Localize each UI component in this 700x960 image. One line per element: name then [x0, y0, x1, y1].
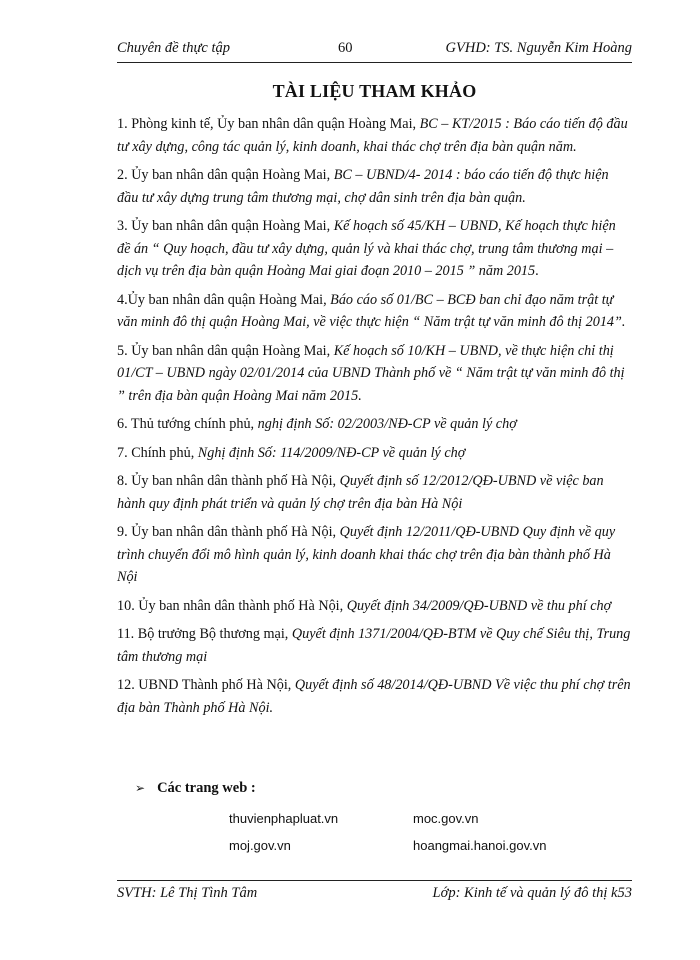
header-page-number: 60: [338, 40, 353, 56]
reference-author: 4.Ủy ban nhân dân quận Hoàng Mai,: [117, 291, 331, 308]
reference-author: 3. Ủy ban nhân dân quận Hoàng Mai,: [117, 218, 334, 234]
reference-author: 2. Ủy ban nhân dân quận Hoàng Mai,: [117, 167, 334, 183]
reference-tail: .: [535, 263, 539, 279]
footer-student: SVTH: Lê Thị Tình Tâm: [117, 885, 258, 901]
website-link[interactable]: moj.gov.vn: [229, 838, 291, 853]
reference-doc: Kế hoạch số 45/KH – UBND, Kế hoạch thực hiện đề án “ Quy hoạch, đầu tư xây dựng, quản lý và khai thác chợ, trung tâm thương mại – dịch vụ trên địa bàn quận Hoàng Mai giai đoạn 2010 – 2015 ” năm 2015: [117, 218, 616, 279]
reference-author: 1. Phòng kinh tế, Ủy ban nhân dân quận Hoàng Mai,: [117, 116, 420, 132]
reference-item: [117, 470, 632, 515]
reference-item: [117, 442, 632, 465]
website-link[interactable]: moc.gov.vn: [413, 811, 479, 826]
reference-doc: Quyết định 12/2011/QĐ-UBND Quy định về quy trình chuyển đổi mô hình quản lý, kinh doanh khai thác chợ trên địa bàn thành phố Hà Nội: [117, 524, 616, 585]
reference-item: [117, 215, 632, 283]
reference-list: [117, 113, 632, 725]
reference-item: [117, 413, 632, 436]
arrow-bullet-icon: ➢: [135, 781, 146, 795]
reference-doc: BC – UBND/4- 2014 : báo cáo tiến độ thực hiện đầu tư xây dựng trung tâm thương mại, chợ dân sinh trên địa bàn quận.: [117, 167, 609, 206]
reference-doc: Kế hoạch số 10/KH – UBND, về thực hiện chỉ thị 01/CT – UBND ngày 02/01/2014 của UBND Thành phố về “ Năm trật tự văn minh đô thị ” trên địa bàn quận Hoàng Mai năm 2015.: [117, 342, 625, 404]
reference-author: 10. Ủy ban nhân dân thành phố Hà Nội,: [117, 597, 347, 614]
header-rule: [117, 62, 632, 63]
reference-doc: Quyết định 34/2009/QĐ-UBND về thu phí chợ: [346, 597, 612, 614]
reference-doc: nghị định Số: 02/2003/NĐ-CP về quản lý chợ: [257, 416, 517, 432]
reference-author: 11. Bộ trưởng Bộ thương mại,: [117, 626, 292, 642]
page-header: [117, 40, 632, 60]
footer-class: Lớp: Kinh tế và quản lý đô thị k53: [432, 885, 632, 901]
reference-item: [117, 289, 632, 334]
reference-doc: BC – KT/2015 : Báo cáo tiến độ đầu tư xây dựng, công tác quản lý, kinh doanh, khai thác chợ trên địa bàn quận năm.: [117, 116, 628, 155]
reference-item: [117, 164, 632, 209]
reference-item: [117, 521, 632, 589]
reference-item: [117, 623, 632, 668]
reference-item: [117, 595, 632, 618]
reference-author: 6. Thủ tướng chính phủ,: [117, 416, 258, 432]
reference-item: [117, 113, 632, 158]
header-supervisor: GVHD: TS. Nguyễn Kim Hoàng: [445, 40, 632, 56]
reference-item: [117, 674, 632, 719]
reference-author: 9. Ủy ban nhân dân thành phố Hà Nội,: [117, 524, 340, 540]
website-link[interactable]: thuvienphapluat.vn: [229, 811, 339, 826]
reference-author: 7. Chính phủ,: [117, 444, 198, 461]
reference-doc: Báo cáo số 01/BC – BCĐ ban chỉ đạo năm trật tự văn minh đô thị quận Hoàng Mai, về việc thực hiện “ Năm trật tự văn minh đô thị 2014”.: [117, 291, 626, 330]
reference-author: 12. UBND Thành phố Hà Nội,: [117, 677, 295, 693]
page-title: TÀI LIỆU THAM KHẢO: [272, 81, 477, 101]
footer-rule: [117, 880, 632, 881]
websites-label: Các trang web :: [157, 780, 256, 796]
reference-item: [117, 340, 632, 408]
reference-author: 8. Ủy ban nhân dân thành phố Hà Nội,: [117, 473, 340, 489]
reference-doc: Quyết định 1371/2004/QĐ-BTM về Quy chế Siêu thị, Trung tâm thương mại: [117, 626, 631, 665]
reference-author: 5. Ủy ban nhân dân quận Hoàng Mai,: [117, 342, 334, 359]
reference-doc: Quyết định số 12/2012/QĐ-UBND về việc ban hành quy định phát triển và quản lý chợ trên địa bàn Hà Nội: [117, 473, 604, 512]
reference-doc: Quyết định số 48/2014/QĐ-UBND Về việc thu phí chợ trên địa bàn Thành phố Hà Nội.: [117, 677, 631, 716]
header-topic: Chuyên đề thực tập: [117, 40, 231, 56]
page-footer: [117, 885, 632, 905]
website-link[interactable]: hoangmai.hanoi.gov.vn: [413, 838, 547, 853]
websites-heading: [135, 780, 256, 797]
reference-doc: Nghị định Số: 114/2009/NĐ-CP về quản lý chợ: [197, 444, 466, 461]
